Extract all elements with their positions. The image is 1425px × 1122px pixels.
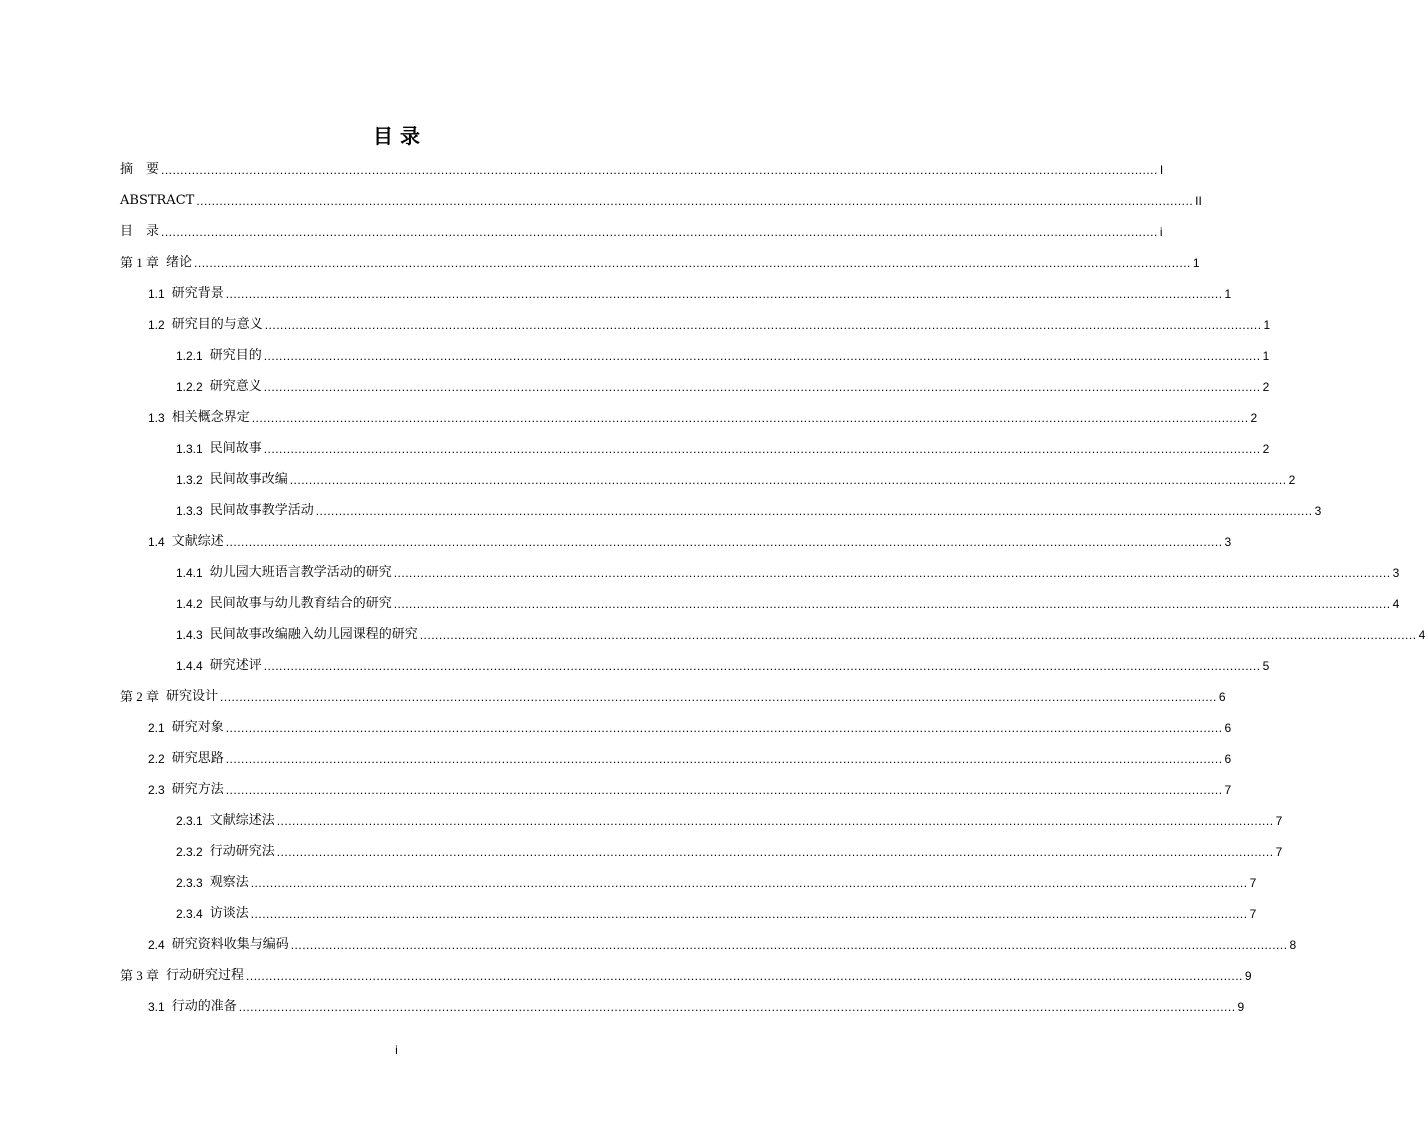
- toc-entry-label: 行动研究法: [209, 844, 275, 859]
- toc-entry[interactable]: [120, 998, 1245, 1029]
- toc-entry-label: 研究目的与意义: [171, 317, 263, 332]
- dot-leader: ....................................................................................................................................................................................................................................................................: [290, 938, 1288, 952]
- toc-entry[interactable]: [120, 657, 1270, 688]
- toc-entry-number: 1.3.3: [176, 504, 203, 518]
- toc-entry[interactable]: [120, 161, 1164, 192]
- toc-entry-label: 民间故事与幼儿教育结合的研究: [209, 596, 392, 611]
- toc-entry-number: 1.4: [148, 535, 165, 549]
- toc-entry-label: 文献综述法: [209, 813, 275, 828]
- toc-entry[interactable]: [120, 378, 1270, 409]
- toc-entry[interactable]: [120, 874, 1257, 905]
- toc-entry-number: 1.4.1: [176, 566, 203, 580]
- dot-leader: ....................................................................................................................................................................................................................................................................: [251, 411, 1249, 425]
- toc-entry-label: 访谈法: [209, 906, 249, 921]
- toc-entry-page: 5: [1262, 659, 1270, 673]
- dot-leader: ....................................................................................................................................................................................................................................................................: [220, 690, 1217, 704]
- toc-entry-page: 4: [1392, 597, 1400, 611]
- toc-entry-number: 2.1: [148, 721, 165, 735]
- toc-entry-page: 2: [1288, 473, 1296, 487]
- toc-entry-page: 8: [1289, 938, 1297, 952]
- toc-entry-number: 2.2: [148, 752, 165, 766]
- dot-leader: ....................................................................................................................................................................................................................................................................: [194, 256, 1191, 270]
- toc-entry-number: 第 1 章: [120, 255, 160, 270]
- dot-leader: ....................................................................................................................................................................................................................................................................: [263, 659, 1261, 673]
- dot-leader: ....................................................................................................................................................................................................................................................................: [276, 814, 1274, 828]
- toc-entry[interactable]: [120, 254, 1200, 285]
- dot-leader: ....................................................................................................................................................................................................................................................................: [246, 969, 1243, 983]
- toc-entry[interactable]: [120, 223, 1163, 254]
- toc-entry[interactable]: [120, 967, 1252, 998]
- dot-leader: ....................................................................................................................................................................................................................................................................: [289, 473, 1287, 487]
- toc-entry[interactable]: [120, 316, 1271, 347]
- toc-entry[interactable]: [120, 533, 1232, 564]
- toc-entry-page: i: [1159, 225, 1163, 239]
- toc-entry-page: 9: [1244, 969, 1252, 983]
- toc-entry-label: 研究意义: [209, 379, 262, 394]
- toc-entry-page: 3: [1314, 504, 1322, 518]
- toc-entry-page: 2: [1250, 411, 1258, 425]
- toc-entry-label: 研究述评: [209, 658, 262, 673]
- dot-leader: ....................................................................................................................................................................................................................................................................: [419, 628, 1417, 642]
- toc-entry-page: 3: [1224, 535, 1232, 549]
- toc-entry[interactable]: [120, 905, 1257, 936]
- toc-entry-label: 民间故事: [209, 441, 262, 456]
- toc-entry[interactable]: [120, 719, 1232, 750]
- dot-leader: ....................................................................................................................................................................................................................................................................: [276, 845, 1274, 859]
- toc-entry[interactable]: [120, 781, 1232, 812]
- toc-entry-number: 1.2.2: [176, 380, 203, 394]
- toc-entry-page: 1: [1262, 349, 1270, 363]
- toc-entry-page: 2: [1262, 380, 1270, 394]
- dot-leader: ....................................................................................................................................................................................................................................................................: [161, 163, 1158, 177]
- dot-leader: ....................................................................................................................................................................................................................................................................: [225, 287, 1223, 301]
- toc-entry-page: 1: [1192, 256, 1200, 270]
- dot-leader: ....................................................................................................................................................................................................................................................................: [393, 597, 1391, 611]
- toc-entry-number: 2.3.1: [176, 814, 203, 828]
- toc-entry-number: 2.3.3: [176, 876, 203, 890]
- toc-entry[interactable]: [120, 936, 1297, 967]
- footer-page-number: i: [395, 1043, 398, 1057]
- dot-leader: ....................................................................................................................................................................................................................................................................: [225, 783, 1223, 797]
- dot-leader: ....................................................................................................................................................................................................................................................................: [225, 535, 1223, 549]
- toc-entry[interactable]: [120, 564, 1400, 595]
- toc-entry-label: ABSTRACT: [120, 193, 195, 208]
- toc-entry[interactable]: [120, 626, 1425, 657]
- dot-leader: ....................................................................................................................................................................................................................................................................: [225, 752, 1223, 766]
- toc-entry-number: 1.2: [148, 318, 165, 332]
- toc-entry-number: 1.4.2: [176, 597, 203, 611]
- toc-entry[interactable]: [120, 285, 1232, 316]
- toc-entry-page: 6: [1224, 721, 1232, 735]
- toc-entry-page: 9: [1237, 1000, 1245, 1014]
- toc-entry[interactable]: [120, 688, 1226, 719]
- toc-entry-page: 4: [1418, 628, 1425, 642]
- toc-entry-label: 幼儿园大班语言教学活动的研究: [209, 565, 392, 580]
- toc-entry-number: 1.3: [148, 411, 165, 425]
- dot-leader: ....................................................................................................................................................................................................................................................................: [393, 566, 1391, 580]
- toc-entry-page: 7: [1249, 907, 1257, 921]
- toc-entry-label: 研究对象: [171, 720, 224, 735]
- toc-entry-page: I: [1159, 163, 1164, 177]
- dot-leader: ....................................................................................................................................................................................................................................................................: [264, 318, 1262, 332]
- toc-entry-label: 民间故事教学活动: [209, 503, 314, 518]
- toc-entry-label: 相关概念界定: [171, 410, 250, 425]
- toc-entry-number: 1.3.1: [176, 442, 203, 456]
- toc-entry-label: 摘 要: [120, 162, 160, 177]
- toc-entry-page: 3: [1392, 566, 1400, 580]
- toc-entry-label: 文献综述: [171, 534, 224, 549]
- toc-entry[interactable]: [120, 409, 1258, 440]
- toc-entry[interactable]: [120, 471, 1296, 502]
- toc-entry-page: 6: [1218, 690, 1226, 704]
- toc-entry[interactable]: [120, 192, 1202, 223]
- dot-leader: ....................................................................................................................................................................................................................................................................: [263, 349, 1261, 363]
- toc-entry-page: 7: [1249, 876, 1257, 890]
- toc-entry[interactable]: [120, 843, 1283, 874]
- dot-leader: ....................................................................................................................................................................................................................................................................: [263, 442, 1261, 456]
- toc-entry-page: 7: [1224, 783, 1232, 797]
- toc-entry[interactable]: [120, 750, 1232, 781]
- toc-entry-label: 民间故事改编融入幼儿园课程的研究: [209, 627, 418, 642]
- toc-entry-number: 1.4.3: [176, 628, 203, 642]
- toc-entry-page: 1: [1263, 318, 1271, 332]
- toc-entry-label: 研究背景: [171, 286, 224, 301]
- toc-entry-number: 第 2 章: [120, 689, 160, 704]
- toc-entry-page: 6: [1224, 752, 1232, 766]
- toc-entry-page: 1: [1224, 287, 1232, 301]
- toc-entry[interactable]: [120, 502, 1322, 533]
- toc-entry-number: 1.2.1: [176, 349, 203, 363]
- toc-entry[interactable]: [120, 595, 1400, 626]
- toc-entry-label: 研究资料收集与编码: [171, 937, 289, 952]
- toc-entry-number: 2.4: [148, 938, 165, 952]
- dot-leader: ....................................................................................................................................................................................................................................................................: [263, 380, 1261, 394]
- dot-leader: ....................................................................................................................................................................................................................................................................: [196, 194, 1194, 208]
- toc-entry-number: 1.3.2: [176, 473, 203, 487]
- toc-entry-label: 民间故事改编: [209, 472, 288, 487]
- toc-entry-label: 研究目的: [209, 348, 262, 363]
- dot-leader: ....................................................................................................................................................................................................................................................................: [238, 1000, 1236, 1014]
- toc-entry-number: 第 3 章: [120, 968, 160, 983]
- toc-entry-number: 2.3.4: [176, 907, 203, 921]
- page-title: 目 录: [373, 124, 420, 148]
- toc-entry-label: 行动研究过程: [166, 968, 245, 983]
- dot-leader: ....................................................................................................................................................................................................................................................................: [250, 876, 1248, 890]
- toc-entry-number: 3.1: [148, 1000, 165, 1014]
- toc-entry-number: 2.3: [148, 783, 165, 797]
- toc-entry[interactable]: [120, 440, 1270, 471]
- toc-entry-label: 绪论: [166, 255, 193, 270]
- toc-entry-page: II: [1195, 194, 1202, 208]
- toc-entry-number: 2.3.2: [176, 845, 203, 859]
- toc-entry-page: 2: [1262, 442, 1270, 456]
- toc-entry[interactable]: [120, 812, 1283, 843]
- toc-entry-label: 研究方法: [171, 782, 224, 797]
- toc-entry-label: 观察法: [209, 875, 249, 890]
- toc-entry-label: 研究思路: [171, 751, 224, 766]
- toc-entry-number: 1.4.4: [176, 659, 203, 673]
- dot-leader: ....................................................................................................................................................................................................................................................................: [250, 907, 1248, 921]
- toc-entry-label: 目 录: [120, 224, 160, 239]
- dot-leader: ....................................................................................................................................................................................................................................................................: [315, 504, 1313, 518]
- toc-entry-label: 行动的准备: [171, 999, 237, 1014]
- table-of-contents: [120, 161, 1425, 1029]
- toc-entry-page: 7: [1275, 814, 1283, 828]
- toc-entry-number: 1.1: [148, 287, 165, 301]
- toc-entry-page: 7: [1275, 845, 1283, 859]
- dot-leader: ....................................................................................................................................................................................................................................................................: [225, 721, 1223, 735]
- toc-entry[interactable]: [120, 347, 1270, 378]
- dot-leader: ....................................................................................................................................................................................................................................................................: [161, 225, 1158, 239]
- toc-entry-label: 研究设计: [166, 689, 219, 704]
